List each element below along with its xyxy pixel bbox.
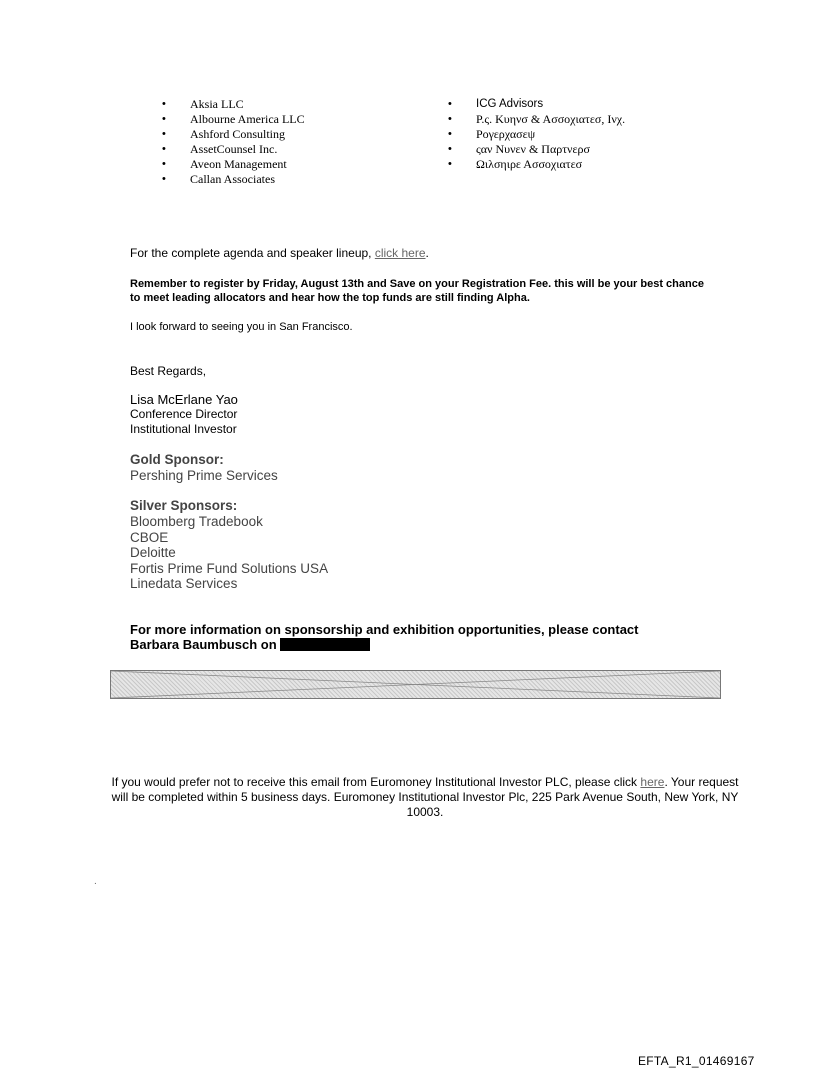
regards-text: Best Regards, (130, 364, 207, 378)
signature-title: Conference Director (130, 407, 238, 421)
silver-sponsors-heading: Silver Sponsors: (130, 498, 238, 513)
list-item: • Aksia LLC (162, 97, 244, 111)
gold-sponsor-heading: Gold Sponsor: (130, 452, 224, 467)
sponsor-item: CBOE (130, 529, 169, 545)
signature-org: Institutional Investor (130, 422, 237, 436)
list-item: • ςαν Νυνεν & Παρτνερσ (448, 142, 590, 156)
list-item: • Aveon Management (162, 157, 287, 171)
document-id: EFTA_R1_01469167 (638, 1054, 755, 1068)
sponsor-item: Deloitte (130, 545, 176, 560)
look-forward-text: I look forward to seeing you in San Francisco. (130, 321, 353, 333)
registration-reminder: Remember to register by Friday, August 13th and Save on your Registration Fee. this will be your best chance to meet leading allocators and hear how the top funds are still finding Alpha. (130, 278, 704, 304)
agenda-line: For the complete agenda and speaker lineup, click here. (130, 246, 429, 260)
list-item: • Ρογερχασεψ (448, 127, 536, 141)
sponsor-list-left (162, 97, 422, 187)
click-here-link[interactable]: click here (374, 246, 426, 260)
sponsor-list-right (448, 97, 748, 172)
silver-sponsors-block (130, 498, 328, 592)
banner-image (110, 670, 721, 699)
list-item: • AssetCounsel Inc. (162, 142, 278, 156)
sponsor-item: Linedata Services (130, 576, 238, 591)
list-item: • Albourne America LLC (162, 112, 305, 126)
banner-graphic (111, 671, 720, 698)
unsubscribe-link[interactable]: here (640, 775, 665, 789)
signature-name: Lisa McErlane Yao (130, 392, 238, 407)
list-item: • ICG Advisors (448, 98, 544, 110)
list-item: • Ρ.ς. Κυηνσ & Ασσοχιατεσ, Ινχ. (448, 112, 626, 126)
sponsor-item: Bloomberg Tradebook (130, 514, 263, 529)
gold-sponsor-block (130, 452, 278, 484)
list-item: • Callan Associates (162, 172, 275, 186)
unsubscribe-footer: If you would prefer not to receive this email from Euromoney Institutional Investor PLC, please click here. Your request will be completed within 5 business days. Euromoney Institutional Investor Plc, 225 Park Avenue South, New York, NY 10003. (111, 775, 739, 819)
contact-info: For more information on sponsorship and exhibition opportunities, please contact Barbara Baumbusch on (130, 622, 639, 652)
signature-block (130, 392, 238, 437)
sponsor-item: Fortis Prime Fund Solutions USA (130, 560, 329, 576)
list-item: • Ashford Consulting (162, 127, 286, 141)
list-item: • Ωιλσηιρε Ασσοχιατεσ (448, 157, 583, 171)
redaction-box (280, 638, 370, 651)
stray-mark: . (94, 876, 97, 887)
sponsor-item: Pershing Prime Services (130, 468, 278, 483)
